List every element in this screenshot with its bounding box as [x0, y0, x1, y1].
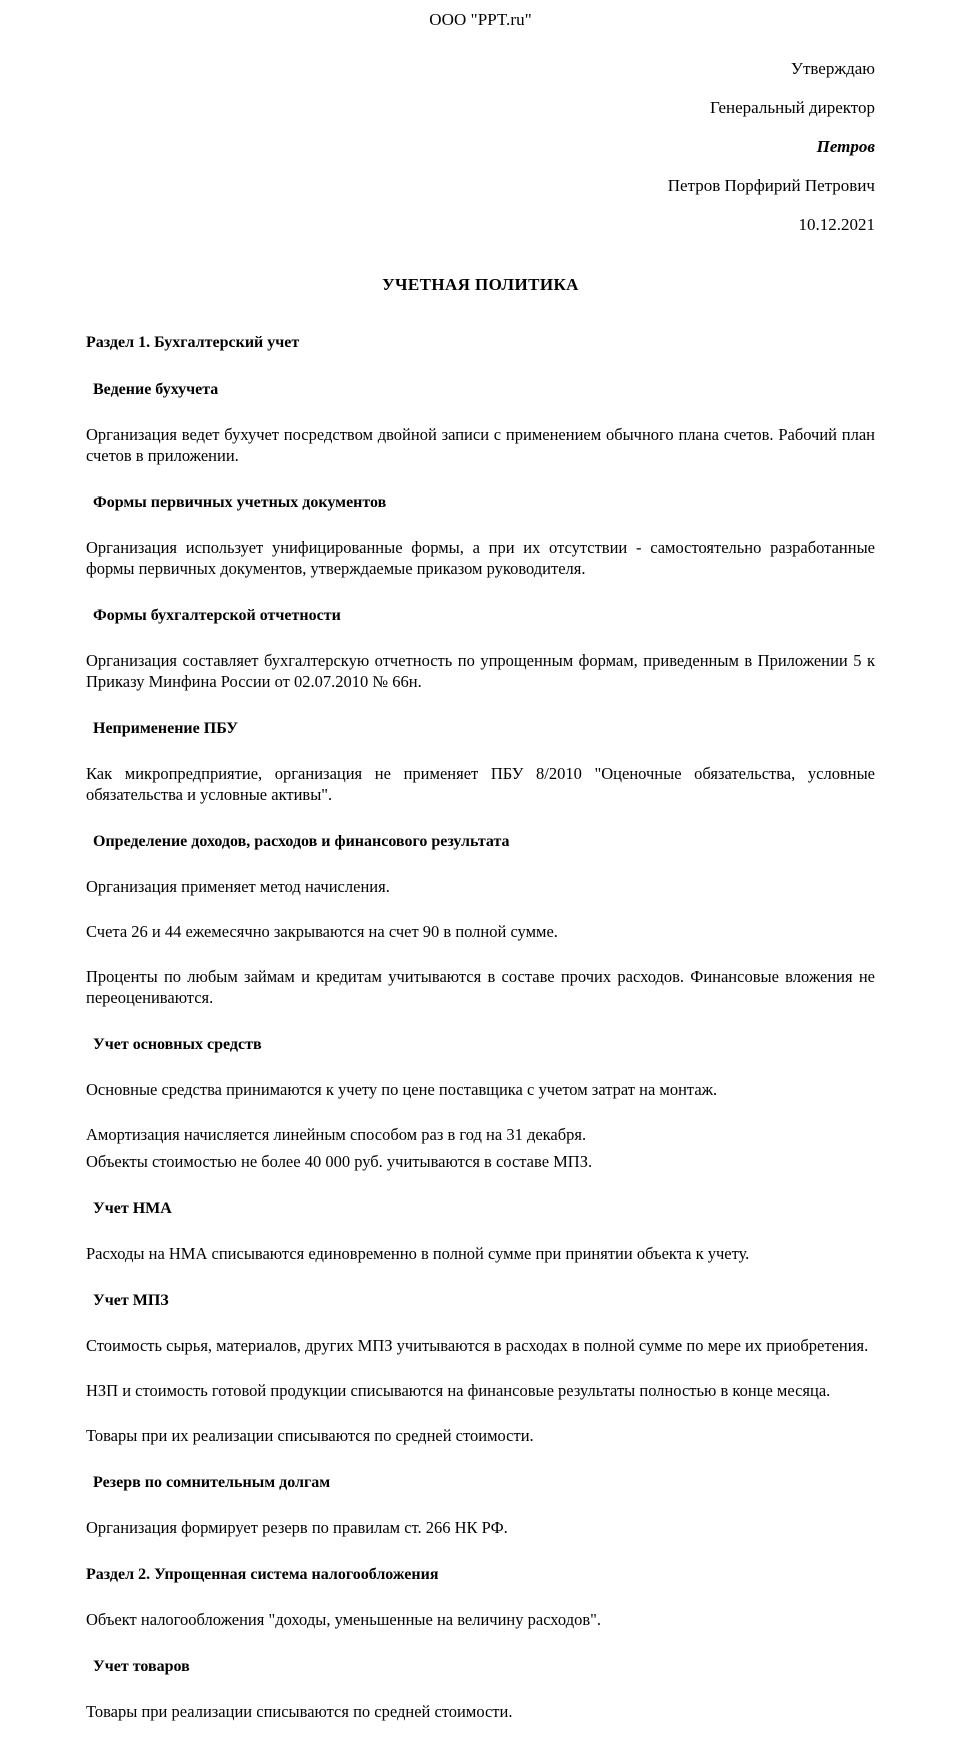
sub-heading-fixed-assets: Учет основных средств — [93, 1036, 262, 1053]
sub-heading-reporting-forms: Формы бухгалтерской отчетности — [93, 607, 341, 624]
page-title: УЧЕТНАЯ ПОЛИТИКА — [382, 275, 579, 294]
paragraph: Проценты по любым займам и кредитам учитываются в составе прочих расходов. Финансовые вложения не переоцениваются. — [86, 967, 875, 1007]
paragraph: Организация использует унифицированные формы, а при их отсутствии - самостоятельно разработанные формы первичных документов, утверждаемые приказом руководителя. — [86, 538, 875, 578]
paragraph: Расходы на НМА списываются единовременно в полной сумме при принятии объекта к учету. — [86, 1244, 750, 1263]
paragraph: Организация формирует резерв по правилам ст. 266 НК РФ. — [86, 1518, 508, 1537]
paragraph: Организация составляет бухгалтерскую отчетность по упрощенным формам, приведенным в Приложении 5 к Приказу Минфина России от 02.07.2010 № 66н. — [86, 651, 875, 691]
approver-signature: Петров — [816, 137, 875, 156]
sub-heading-income-expense-determination: Определение доходов, расходов и финансового результата — [93, 833, 510, 850]
organization-name: ООО "PPT.ru" — [429, 10, 532, 29]
paragraph: Объекты стоимостью не более 40 000 руб. учитываются в составе МПЗ. — [86, 1152, 593, 1171]
paragraph: Основные средства принимаются к учету по цене поставщика с учетом затрат на монтаж. — [86, 1080, 718, 1099]
paragraph: Счета 26 и 44 ежемесячно закрываются на счет 90 в полной сумме. — [86, 922, 558, 941]
paragraph: Организация ведет бухучет посредством двойной записи с применением обычного плана счетов. Рабочий план счетов в приложении. — [86, 425, 875, 465]
approval-block — [86, 59, 875, 235]
paragraph: Стоимость сырья, материалов, других МПЗ учитываются в расходах в полной сумме по мере их приобретения. — [86, 1336, 869, 1355]
approver-full-name: Петров Порфирий Петрович — [667, 176, 875, 195]
approval-date: 10.12.2021 — [798, 215, 875, 234]
paragraph: Товары при реализации списываются по средней стоимости. — [86, 1702, 513, 1721]
sub-heading-accounting-method: Ведение бухучета — [93, 381, 219, 398]
sub-heading-intangible-assets: Учет НМА — [93, 1200, 172, 1217]
sub-heading-doubtful-debt-reserve: Резерв по сомнительным долгам — [93, 1474, 331, 1491]
document-content — [86, 0, 875, 1722]
paragraph: Амортизация начисляется линейным способом раз в год на 31 декабря. — [86, 1125, 587, 1144]
paragraph: Объект налогообложения "доходы, уменьшенные на величину расходов". — [86, 1610, 602, 1629]
paragraph: Как микропредприятие, организация не применяет ПБУ 8/2010 "Оценочные обязательства, условные обязательства и условные активы". — [86, 764, 875, 804]
sub-heading-inventory: Учет МПЗ — [93, 1292, 169, 1309]
sub-heading-goods-accounting: Учет товаров — [93, 1658, 190, 1675]
approver-position: Генеральный директор — [709, 98, 875, 117]
section-heading-2: Раздел 2. Упрощенная система налогообложения — [86, 1566, 439, 1583]
sub-heading-primary-document-forms: Формы первичных учетных документов — [93, 494, 387, 511]
section-heading-1: Раздел 1. Бухгалтерский учет — [86, 334, 300, 351]
paragraph: Организация применяет метод начисления. — [86, 877, 390, 896]
approve-label: Утверждаю — [790, 59, 875, 78]
sub-heading-pbu-non-application: Неприменение ПБУ — [93, 720, 238, 737]
paragraph: Товары при их реализации списываются по средней стоимости. — [86, 1426, 534, 1445]
paragraph: НЗП и стоимость готовой продукции списываются на финансовые результаты полностью в конце месяца. — [86, 1381, 831, 1400]
